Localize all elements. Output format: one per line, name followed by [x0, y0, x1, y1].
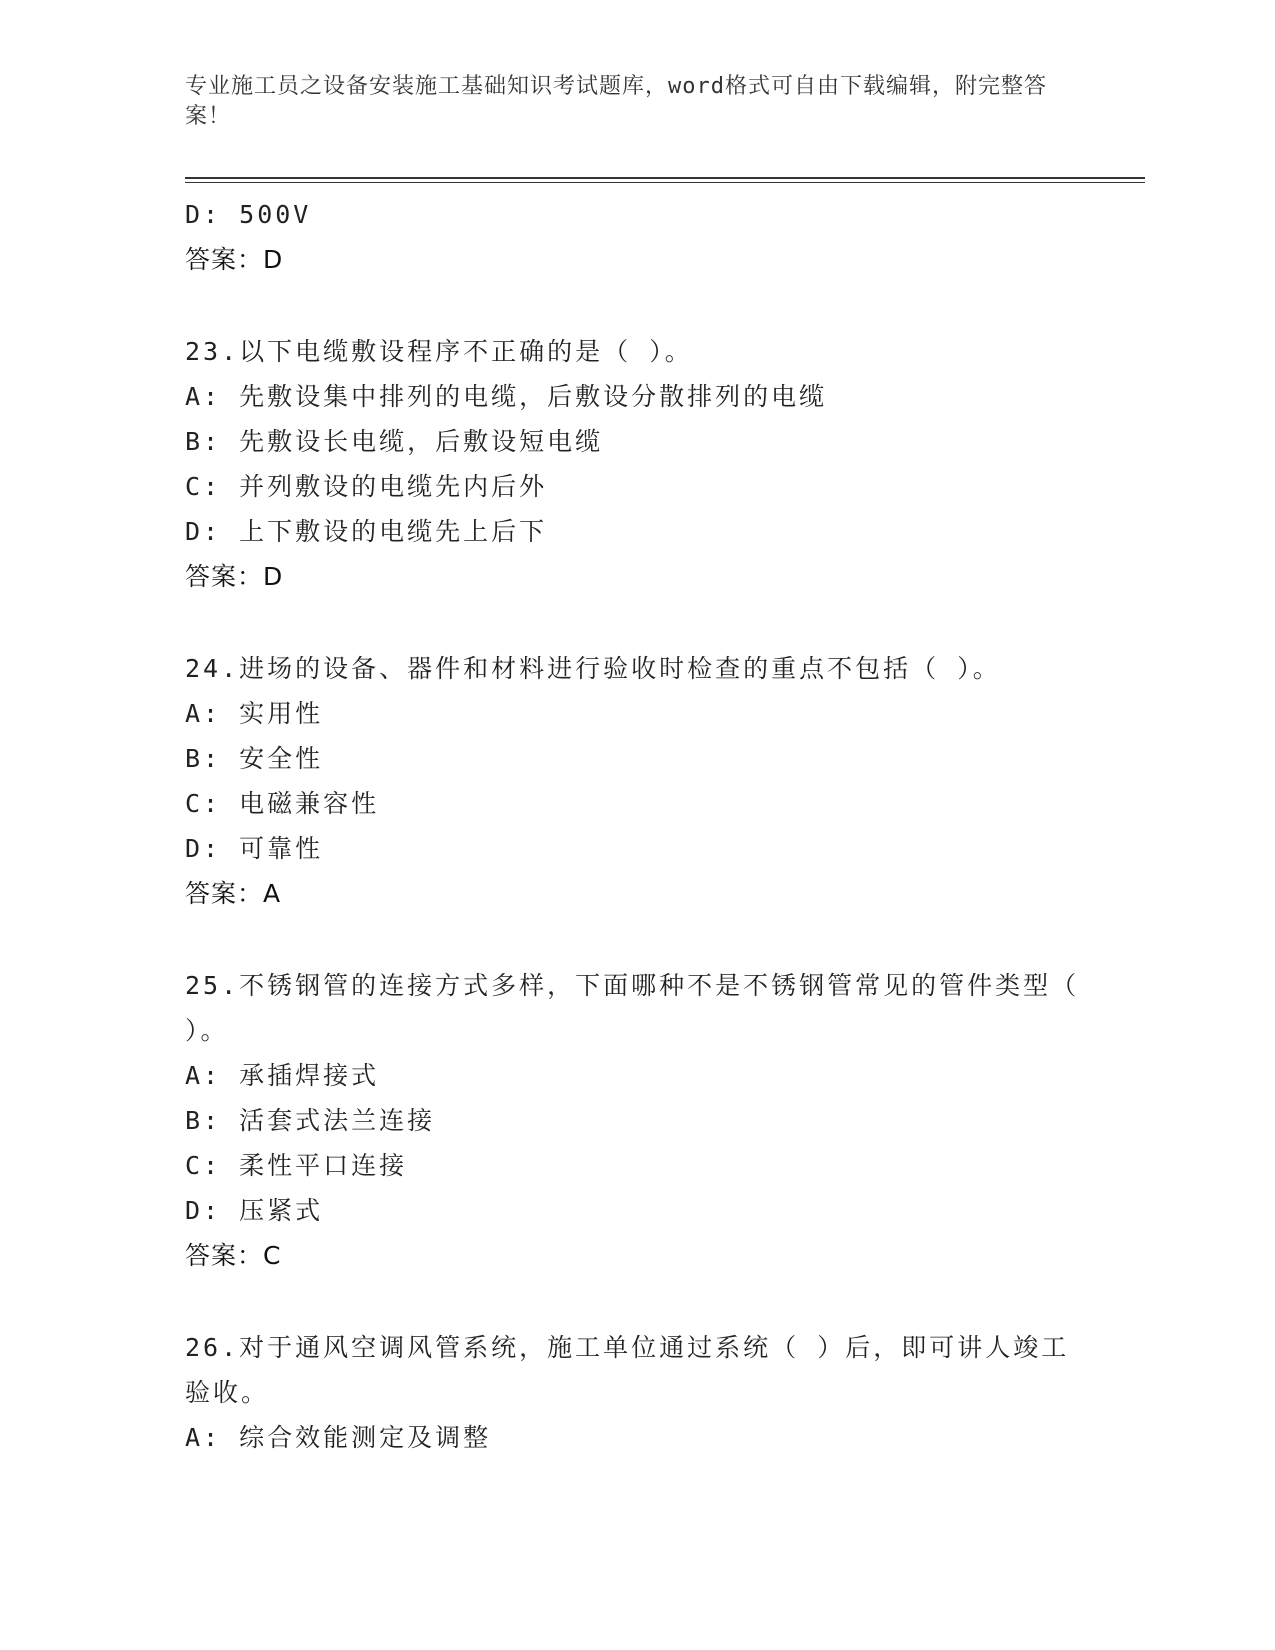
question-block-26 — [185, 1325, 1085, 1460]
question-text: 25.不锈钢管的连接方式多样，下面哪种不是不锈钢管常见的管件类型（ ）。 — [185, 971, 1080, 1045]
question-block-24 — [185, 646, 1085, 916]
question-list — [185, 192, 1085, 1460]
answer-line: 答案：A — [185, 879, 282, 908]
option-d: D: 可靠性 — [185, 834, 324, 863]
option-a: A: 承插焊接式 — [185, 1061, 380, 1090]
option-d: D: 上下敷设的电缆先上后下 — [185, 517, 548, 546]
option-c: C: 并列敷设的电缆先内后外 — [185, 472, 548, 501]
answer-line: 答案：D — [185, 562, 284, 591]
question-text: 24.进场的设备、器件和材料进行验收时检查的重点不包括（ ）。 — [185, 654, 1001, 683]
option-c: C: 电磁兼容性 — [185, 789, 380, 818]
option-c: C: 柔性平口连接 — [185, 1151, 408, 1180]
option-a: A: 实用性 — [185, 699, 324, 728]
answer-line: 答案：C — [185, 1241, 282, 1270]
question-block-23 — [185, 329, 1085, 599]
option-d: D: 压紧式 — [185, 1196, 324, 1225]
option-d: D: 500V — [185, 200, 312, 229]
option-a: A: 先敷设集中排列的电缆，后敷设分散排列的电缆 — [185, 382, 828, 411]
question-block-25 — [185, 963, 1085, 1278]
page-header: 专业施工员之设备安装施工基础知识考试题库，word格式可自由下载编辑，附完整答案！ — [185, 74, 1047, 129]
option-b: B: 先敷设长电缆，后敷设短电缆 — [185, 427, 604, 456]
header-divider-thin — [185, 182, 1145, 183]
question-text: 26.对于通风空调风管系统，施工单位通过系统（ ）后，即可讲人竣工验收。 — [185, 1333, 1070, 1407]
question-block-22 — [185, 192, 1085, 282]
answer-line: 答案：D — [185, 245, 284, 274]
option-b: B: 活套式法兰连接 — [185, 1106, 436, 1135]
option-b: B: 安全性 — [185, 744, 324, 773]
question-text: 23.以下电缆敷设程序不正确的是（ ）。 — [185, 337, 693, 366]
header-divider-thick — [185, 177, 1145, 179]
option-a: A: 综合效能测定及调整 — [185, 1423, 492, 1452]
